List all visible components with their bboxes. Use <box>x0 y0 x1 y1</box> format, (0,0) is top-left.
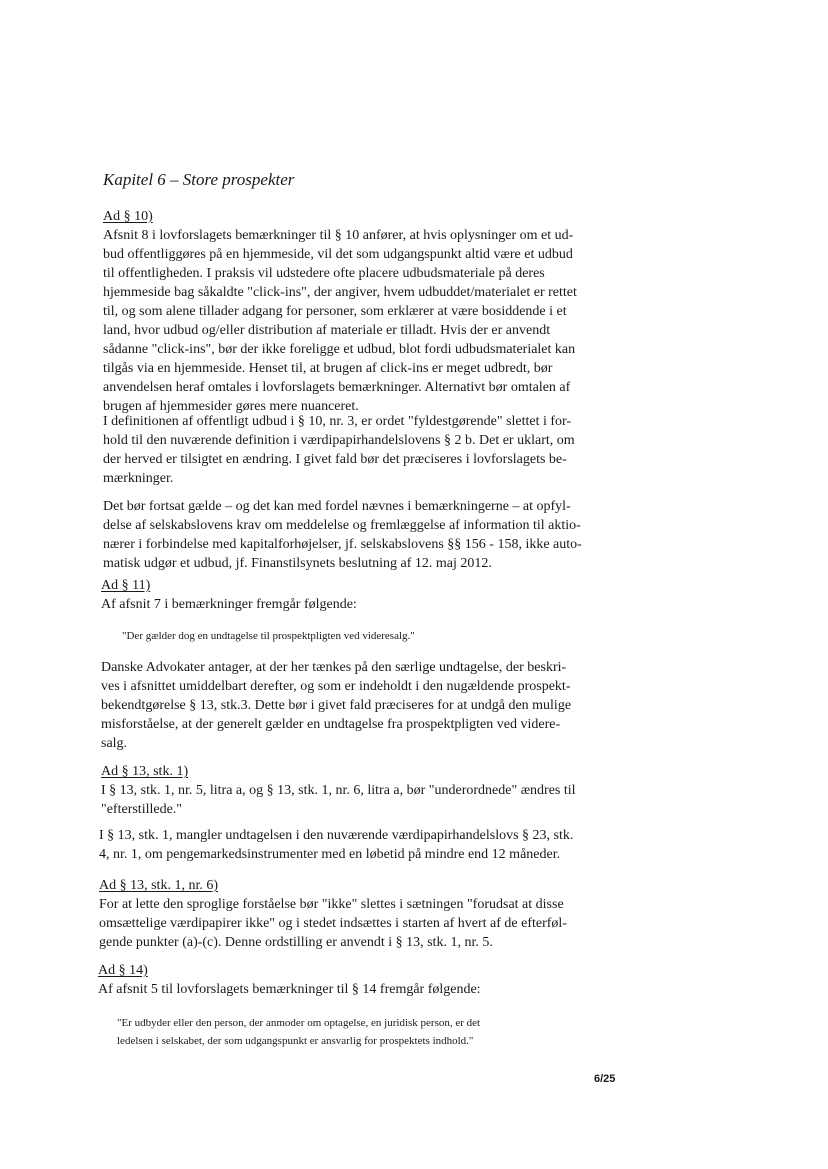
quote-line: "Der gælder dog en undtagelse til prospektpligten ved videresalg." <box>122 630 415 642</box>
paragraph-line: mærkninger. <box>103 471 174 486</box>
quote-line: "Er udbyder eller den person, der anmoder om optagelse, en juridisk person, er det <box>117 1017 481 1029</box>
paragraph-danske-advokater <box>101 658 571 753</box>
quote-block <box>122 627 415 645</box>
paragraph-line: For at lette den sproglige forståelse bør "ikke" slettes i sætningen "forudsat at disse <box>99 897 564 912</box>
paragraph-line: Afsnit 8 i lovforslagets bemærkninger til § 10 anfører, at hvis oplysninger om et ud- <box>103 228 574 243</box>
paragraph-line: anvendelsen heraf omtales i lovforslagets bemærkninger. Alternativt bør omtalen af <box>103 380 571 395</box>
paragraph-line: hold til den nuværende definition i værdipapirhandelslovens § 2 b. Det er uklart, om <box>103 433 575 448</box>
paragraph-line: land, hvor udbud og/eller distribution af materiale er tilladt. Hvis der er anvendt <box>103 323 551 338</box>
section-14 <box>98 961 481 999</box>
section-10 <box>103 207 577 416</box>
paragraph-pengemarked <box>99 826 573 864</box>
paragraph-line: til, og som alene tillader adgang for personer, som erklærer at være bosiddende i et <box>103 304 567 319</box>
paragraph-line: hjemmeside bag såkaldte "click-ins", der angiver, hvem udbuddet/materialet er rettet <box>103 285 577 300</box>
paragraph-line: der herved er tilsigtet en ændring. I givet fald bør det præciseres i lovforslagets be- <box>103 452 567 467</box>
section-heading: Ad § 11) <box>101 578 151 593</box>
paragraph-line: "efterstillede." <box>101 802 183 817</box>
paragraph-definition <box>103 412 575 488</box>
page-number: 6/25 <box>594 1073 616 1085</box>
section-13-stk-1-nr-6 <box>99 876 567 952</box>
paragraph-line: Det bør fortsat gælde – og det kan med fordel nævnes i bemærkningerne – at opfyl- <box>103 499 571 514</box>
paragraph-line: tilgås via en hjemmeside. Henset til, at brugen af click-ins er meget udbredt, bør <box>103 361 553 376</box>
section-heading: Ad § 14) <box>98 963 148 978</box>
paragraph-line: bud offentliggøres på en hjemmeside, vil det som udgangspunkt altid være et udbud <box>103 247 573 262</box>
section-intro: Af afsnit 7 i bemærkninger fremgår følgende: <box>101 597 357 612</box>
quote-block <box>117 1014 480 1050</box>
section-heading: Ad § 13, stk. 1, nr. 6) <box>99 878 218 893</box>
section-heading: Ad § 13, stk. 1) <box>101 764 189 779</box>
paragraph-line: sådanne "click-ins", bør der ikke foreligge et udbud, blot fordi udbudsmaterialet kan <box>103 342 576 357</box>
quote-line: ledelsen i selskabet, der som udgangspunkt er ansvarlig for prospektets indhold." <box>117 1035 474 1047</box>
paragraph-selskabsloven <box>103 497 582 573</box>
paragraph-line: salg. <box>101 736 128 751</box>
paragraph-line: I § 13, stk. 1, nr. 5, litra a, og § 13, stk. 1, nr. 6, litra a, bør "underordnede" ændres til <box>101 783 576 798</box>
paragraph-line: Danske Advokater antager, at der her tænkes på den særlige undtagelse, der beskri- <box>101 660 567 675</box>
paragraph-line: ves i afsnittet umiddelbart derefter, og som er indeholdt i den nugældende prospekt- <box>101 679 571 694</box>
section-11 <box>101 576 357 614</box>
paragraph-line: I § 13, stk. 1, mangler undtagelsen i den nuværende værdipapirhandelslovs § 23, stk. <box>99 828 574 843</box>
paragraph-line: nærer i forbindelse med kapitalforhøjelser, jf. selskabslovens §§ 156 - 158, ikke auto- <box>103 537 582 552</box>
section-intro: Af afsnit 5 til lovforslagets bemærkninger til § 14 fremgår følgende: <box>98 982 481 997</box>
section-heading: Ad § 10) <box>103 209 153 224</box>
paragraph-line: 4, nr. 1, om pengemarkedsinstrumenter med en løbetid på mindre end 12 måneder. <box>99 847 561 862</box>
paragraph-line: brugen af hjemmesider gøres mere nuanceret. <box>103 399 359 414</box>
chapter-title: Kapitel 6 – Store prospekter <box>103 170 295 189</box>
paragraph-line: I definitionen af offentligt udbud i § 10, nr. 3, er ordet "fyldestgørende" slettet i for- <box>103 414 572 429</box>
paragraph-line: matisk udgør et udbud, jf. Finanstilsynets beslutning af 12. maj 2012. <box>103 556 492 571</box>
paragraph-line: delse af selskabslovens krav om meddelelse og fremlæggelse af information til aktio- <box>103 518 581 533</box>
paragraph-line: bekendtgørelse § 13, stk.3. Dette bør i givet fald præciseres for at undgå den mulige <box>101 698 572 713</box>
paragraph-line: omsættelige værdipapirer ikke" og i stedet indsættes i starten af hvert af de efterføl- <box>99 916 567 931</box>
paragraph-line: til offentligheden. I praksis vil udstedere ofte placere udbudsmateriale på deres <box>103 266 545 281</box>
section-13-stk-1 <box>101 762 576 819</box>
paragraph-line: misforståelse, at der generelt gælder en undtagelse fra prospektpligten ved videre- <box>101 717 561 732</box>
paragraph-line: gende punkter (a)-(c). Denne ordstilling er anvendt i § 13, stk. 1, nr. 5. <box>99 935 493 950</box>
